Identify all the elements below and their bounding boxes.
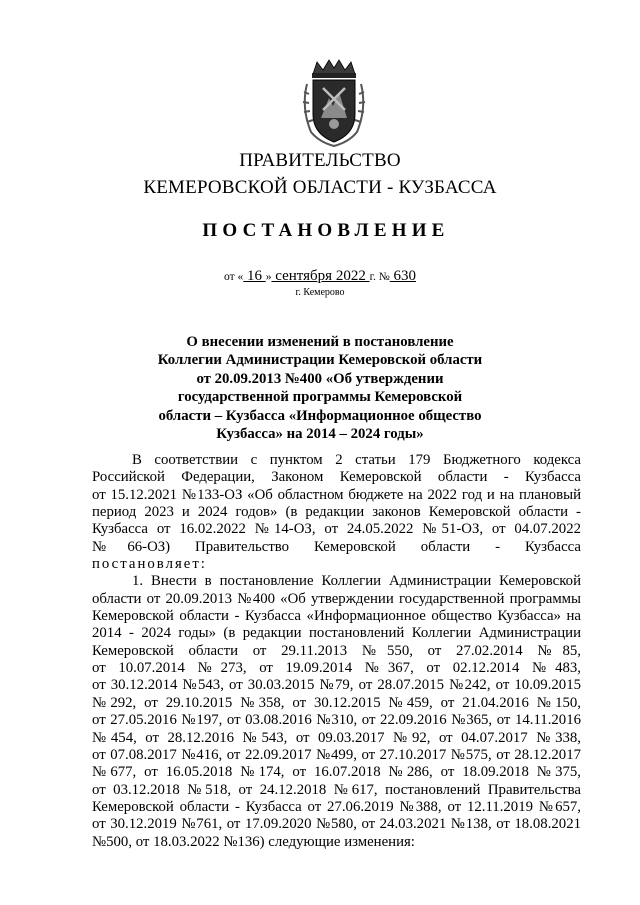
- number-prefix: №: [378, 271, 390, 283]
- body-line: от 30.12.2019 №761, от 17.09.2020 №580, от 24.03.2021 №138, от 18.08.2021: [92, 816, 581, 833]
- body-line: №66-ОЗ) Правительство Кемеровской области - Кузбасса: [92, 538, 581, 555]
- body-line: период 2023 и 2024 годов» (в редакции законов Кемеровской области -: [92, 504, 581, 521]
- body-line: от 30.12.2014 №543, от 30.03.2015 №79, от 28.07.2015 №242, от 10.09.2015: [92, 677, 581, 694]
- date-prefix: от «: [224, 271, 244, 283]
- heading-line: от 20.09.2013 №400 «Об утверждении: [196, 370, 444, 387]
- body-line: Кемеровской области - Кузбасса «Информационное общество Кузбасса» на: [92, 608, 581, 625]
- body-line: Кемеровской области - Кузбасса от 27.06.2019 №388, от 12.11.2019 №657,: [92, 798, 581, 815]
- body-line-resolves: постановляет:: [92, 556, 207, 573]
- body-line: Кемеровской области от 29.11.2013 №550, от 27.02.2014 №85,: [92, 642, 581, 659]
- heading-line: Коллегии Администрации Кемеровской области: [157, 352, 483, 369]
- document-city: г. Кемерово: [295, 287, 345, 298]
- document-number: 630: [389, 268, 416, 284]
- date-year-suffix: г.: [369, 271, 376, 283]
- body-line: от 03.12.2018 №518, от 24.12.2018 №617, постановлений Правительства: [92, 781, 581, 798]
- org-name-line2: КЕМЕРОВСКОЙ ОБЛАСТИ - КУЗБАССА: [143, 177, 497, 198]
- document-type-title: ПОСТАНОВЛЕНИЕ: [202, 220, 450, 241]
- body-line: 1. Внести в постановление Коллегии Администрации Кемеровской: [132, 573, 581, 590]
- body-line: №454, от 28.12.2016 №543, от 09.03.2017 №92, от 04.07.2017 №338,: [92, 729, 581, 746]
- body-line: от 07.08.2017 №416, от 22.09.2017 №499, от 27.10.2017 №575, от 28.12.2017: [92, 746, 581, 763]
- body-line: от 15.12.2021 №133-ОЗ «Об областном бюджете на 2022 год и на плановый: [92, 486, 581, 503]
- heading-line: О внесении изменений в постановление: [186, 334, 454, 350]
- body-line: от 10.07.2014 №273, от 19.09.2014 №367, от 02.12.2014 №483,: [92, 660, 581, 677]
- document-body: [92, 452, 581, 851]
- date-day: 16: [243, 268, 266, 284]
- body-line: В соответствии с пунктом 2 статьи 179 Бюджетного кодекса: [132, 452, 581, 468]
- body-line: от 27.05.2016 №197, от 03.08.2016 №310, от 22.09.2016 №365, от 14.11.2016: [92, 712, 581, 729]
- body-line: №677, от 16.05.2018 №174, от 16.07.2018 №286, от 18.09.2018 №375,: [92, 764, 581, 781]
- body-line: Российской Федерации, Законом Кемеровской области - Кузбасса: [92, 469, 581, 486]
- body-line: №292, от 29.10.2015 №358, от 30.12.2015 №459, от 21.04.2016 №150,: [92, 694, 581, 711]
- body-line: Кузбасса от 16.02.2022 №14-ОЗ, от 24.05.2022 №51-ОЗ, от 04.07.2022: [92, 521, 581, 538]
- date-sep: »: [265, 271, 272, 283]
- date-month-year: сентября 2022: [271, 268, 370, 284]
- document-dateline: [0, 268, 640, 285]
- body-line: области от 20.09.2013 №400 «Об утверждении государственной программы: [92, 590, 581, 607]
- document-heading: [0, 333, 640, 443]
- org-name-line1: ПРАВИТЕЛЬСТВО: [239, 150, 401, 171]
- coat-of-arms-icon: [299, 58, 369, 148]
- body-line: №500, от 18.03.2022 №136) следующие изменения:: [92, 833, 415, 850]
- heading-line: Кузбасса» на 2014 – 2024 годы»: [216, 426, 424, 443]
- body-line: 2014 - 2024 годы» (в редакции постановлений Коллегии Администрации: [92, 625, 581, 642]
- heading-line: области – Кузбасса «Информационное общество: [158, 407, 482, 424]
- heading-line: государственной программы Кемеровской: [177, 389, 463, 406]
